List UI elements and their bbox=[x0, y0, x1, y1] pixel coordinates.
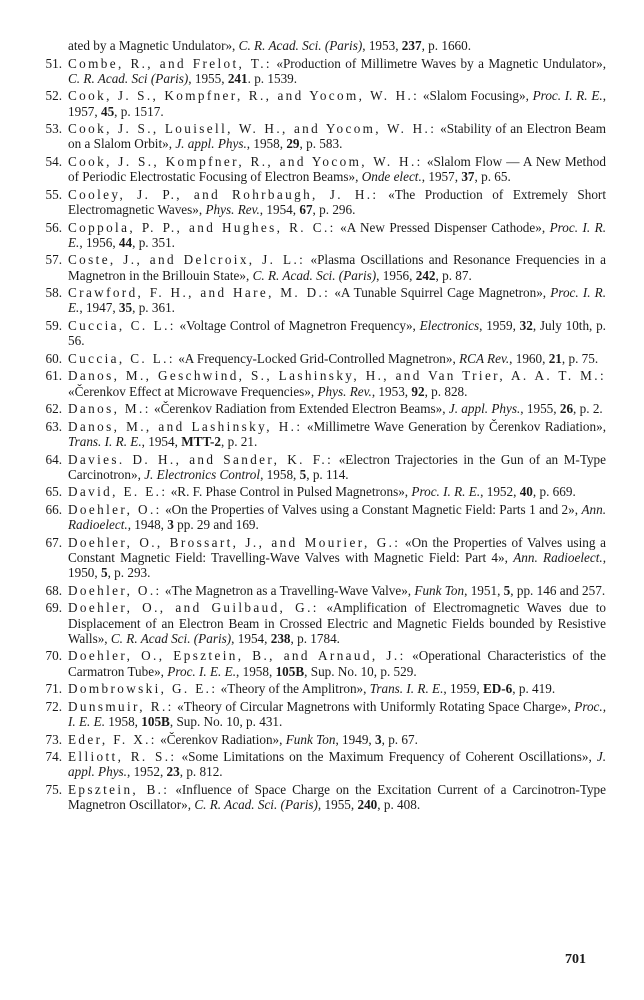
reference-item bbox=[28, 401, 606, 416]
reference-journal: J. appl. Phys. bbox=[68, 749, 607, 780]
reference-volume: 23 bbox=[166, 764, 180, 780]
reference-volume: 5 bbox=[299, 466, 307, 482]
reference-volume: 240 bbox=[357, 797, 378, 813]
reference-year: , 1958, bbox=[260, 466, 300, 482]
reference-year: , 1958, bbox=[236, 663, 276, 679]
reference-journal: Electronics bbox=[419, 317, 480, 333]
reference-number: 67. bbox=[45, 534, 62, 550]
page-number: 701 bbox=[565, 952, 586, 967]
reference-number: 70. bbox=[45, 648, 62, 664]
reference-item bbox=[28, 285, 606, 315]
reference-volume: 241 bbox=[227, 70, 248, 86]
reference-authors: Doehler, O., Epsztein, B., and Arnaud, J.: bbox=[68, 648, 406, 664]
reference-pages: , July 10th, p. 56. bbox=[68, 317, 606, 349]
reference-authors: David, E. E.: bbox=[68, 484, 168, 500]
reference-journal: C. R. Acad. Sci. (Paris) bbox=[194, 797, 318, 813]
reference-journal: Ann. Radioelect. bbox=[68, 501, 606, 533]
reference-volume: 45 bbox=[100, 103, 115, 119]
reference-title: «Slalom Focusing», bbox=[419, 88, 533, 104]
reference-title: «Millimetre Wave Generation by Čerenkov Radiation», bbox=[302, 418, 606, 434]
reference-pages: , Sup. No. 10, p. 431. bbox=[169, 713, 283, 729]
reference-year: 1958, bbox=[105, 713, 142, 729]
reference-number: 59. bbox=[45, 317, 62, 333]
reference-number: 55. bbox=[45, 186, 62, 202]
reference-item bbox=[28, 699, 606, 729]
reference-volume: 238 bbox=[270, 630, 291, 646]
reference-item bbox=[28, 220, 606, 250]
reference-volume: 67 bbox=[299, 201, 313, 217]
reference-journal: Phys. Rev. bbox=[205, 201, 260, 217]
reference-title: «Some Limitations on the Maximum Frequency of Coherent Oscillations», bbox=[176, 749, 597, 765]
reference-authors: Dunsmuir, R.: bbox=[68, 698, 174, 714]
reference-pages: , p. 408. bbox=[377, 797, 421, 813]
continuation-journal: C. R. Acad. Sci. (Paris) bbox=[238, 38, 363, 53]
reference-pages: , p. 828. bbox=[424, 383, 468, 399]
reference-year: , 1959, bbox=[479, 317, 520, 333]
reference-year: , 1955, bbox=[188, 70, 228, 86]
reference-authors: Cuccia, C. L.: bbox=[68, 350, 175, 366]
reference-authors: Elliott, R. S.: bbox=[68, 749, 177, 765]
reference-title: «A New Pressed Dispenser Cathode», bbox=[335, 219, 550, 235]
reference-pages: , p. 1784. bbox=[290, 630, 340, 646]
reference-item bbox=[28, 484, 606, 499]
reference-journal: C. R. Acad. Sci. (Paris) bbox=[252, 267, 377, 283]
reference-item bbox=[28, 535, 606, 581]
reference-title: «Theory of Circular Magnetrons with Uniformly Rotating Space Charge», bbox=[173, 698, 575, 714]
reference-journal: Phys. Rev. bbox=[317, 383, 372, 399]
reference-year: , 1957, bbox=[68, 88, 606, 119]
reference-journal: Trans. I. R. E. bbox=[68, 433, 142, 449]
reference-pages: , p. 669. bbox=[532, 484, 576, 500]
reference-number: 62. bbox=[45, 401, 62, 417]
reference-number: 74. bbox=[45, 749, 62, 765]
reference-item bbox=[28, 154, 606, 184]
reference-journal: Proc. I. E. E. bbox=[167, 663, 237, 679]
reference-authors: Crawford, F. H., and Hare, M. D.: bbox=[68, 285, 331, 301]
reference-authors: Danos, M.: bbox=[68, 401, 151, 417]
reference-continuation bbox=[28, 38, 606, 53]
reference-item bbox=[28, 749, 606, 779]
reference-volume: 5 bbox=[503, 582, 511, 598]
reference-journal: Onde elect. bbox=[361, 169, 422, 185]
reference-year: , 1958, bbox=[246, 136, 287, 152]
reference-year: , 1947, bbox=[79, 300, 119, 316]
reference-authors: Coste, J., and Delcroix, J. L.: bbox=[68, 252, 306, 268]
reference-item bbox=[28, 121, 606, 151]
reference-number: 75. bbox=[45, 781, 62, 797]
reference-title: «Production of Millimetre Waves by a Magnetic Undulator», bbox=[271, 55, 606, 71]
reference-number: 61. bbox=[45, 368, 62, 384]
reference-authors: Doehler, O.: bbox=[68, 501, 162, 517]
reference-item bbox=[28, 648, 606, 678]
reference-title: «Electron Trajectories in the Gun of an M-Type Carcinotron», bbox=[68, 451, 606, 482]
reference-authors: Epsztein, B.: bbox=[68, 781, 170, 797]
reference-journal: Funk Ton bbox=[414, 582, 465, 598]
reference-title: «Čerenkov Effect at Microwave Frequencies», bbox=[68, 383, 318, 399]
reference-volume: 44 bbox=[118, 234, 133, 250]
reference-number: 72. bbox=[45, 698, 62, 714]
reference-number: 60. bbox=[45, 350, 62, 366]
reference-year: , 1951, bbox=[464, 582, 504, 598]
reference-pages: , p. 21. bbox=[221, 433, 258, 449]
reference-year: , 1959, bbox=[443, 681, 483, 697]
continuation-tail: , p. 1660. bbox=[421, 38, 472, 53]
reference-title: «A Tunable Squirrel Cage Magnetron», bbox=[330, 285, 551, 301]
reference-authors: Dombrowski, G. E.: bbox=[68, 681, 218, 697]
reference-year: , 1949, bbox=[335, 731, 376, 747]
reference-number: 66. bbox=[45, 501, 62, 517]
reference-number: 63. bbox=[45, 418, 62, 434]
reference-journal: Proc. I. R. E. bbox=[68, 219, 607, 250]
reference-volume: 40 bbox=[519, 484, 533, 500]
reference-number: 58. bbox=[45, 285, 62, 301]
reference-number: 73. bbox=[45, 731, 62, 747]
reference-pages: pp. 29 and 169. bbox=[173, 517, 259, 533]
reference-volume: 3 bbox=[375, 731, 382, 747]
reference-number: 64. bbox=[45, 451, 62, 467]
reference-title: «Slalom Flow — A New Method of Periodic Electrostatic Focusing of Electron Beams», bbox=[68, 153, 606, 185]
reference-title: «Influence of Space Charge on the Excitation Current of a Carcinotron-Type Magnetron Oscillator», bbox=[68, 781, 607, 813]
continuation-volume: 237 bbox=[401, 38, 422, 53]
reference-authors: Davies. D. H., and Sander, K. F.: bbox=[68, 451, 334, 467]
reference-journal: Proc., I. E. E. bbox=[68, 698, 607, 729]
reference-list bbox=[28, 38, 606, 812]
reference-volume: 242 bbox=[415, 267, 436, 283]
reference-pages: , p. 2. bbox=[573, 401, 603, 417]
reference-title: «Stability of an Electron Beam on a Slalom Orbit», bbox=[68, 121, 606, 152]
reference-item bbox=[28, 452, 606, 482]
reference-pages: , p. 419. bbox=[512, 681, 556, 697]
reference-authors: Cook, J. S., Kompfner, R., and Yocom, W. H.: bbox=[68, 153, 423, 169]
reference-number: 53. bbox=[45, 121, 62, 137]
reference-journal: C. R. Acad Sci. (Paris) bbox=[110, 630, 232, 646]
reference-title: «On the Properties of Valves using a Constant Magnetic Field: Parts 1 and 2», bbox=[161, 501, 582, 517]
reference-authors: Cuccia, C. L.: bbox=[68, 317, 176, 333]
reference-journal: RCA Rev. bbox=[459, 350, 510, 366]
reference-volume: 26 bbox=[559, 401, 574, 417]
reference-volume: 35 bbox=[118, 300, 133, 316]
reference-title: «Theory of the Amplitron», bbox=[217, 681, 370, 697]
reference-pages: . p. 1539. bbox=[247, 70, 298, 86]
reference-year: , 1954, bbox=[141, 433, 182, 449]
reference-item bbox=[28, 600, 606, 646]
reference-pages: , p. 65. bbox=[474, 169, 511, 185]
reference-item bbox=[28, 351, 606, 366]
continuation-year: , 1953, bbox=[362, 38, 402, 53]
reference-title: «Operational Characteristics of the Carmatron Tube», bbox=[68, 648, 607, 679]
reference-volume: 92 bbox=[411, 383, 425, 399]
reference-year: , 1955, bbox=[317, 797, 358, 813]
reference-number: 68. bbox=[45, 582, 62, 598]
reference-journal: C. R. Acad. Sci (Paris) bbox=[68, 70, 189, 86]
reference-volume: 21 bbox=[548, 350, 562, 366]
reference-year: , 1957, bbox=[421, 169, 462, 185]
reference-year: , 1955, bbox=[520, 401, 560, 417]
reference-title: «Čerenkov Radiation», bbox=[156, 731, 286, 747]
reference-title: «Plasma Oscillations and Resonance Frequencies in a Magnetron in the Brillouin State», bbox=[68, 252, 606, 283]
reference-pages: , p. 296. bbox=[312, 201, 356, 217]
reference-year: , 1960, bbox=[509, 350, 549, 366]
reference-journal: J. Electronics Control bbox=[144, 466, 261, 482]
reference-journal: Ann. Radioelect. bbox=[513, 549, 603, 565]
reference-pages: , Sup. No. 10, p. 529. bbox=[304, 663, 417, 679]
reference-authors: Cook, J. S., Louisell, W. H., and Yocom, W. H.: bbox=[68, 121, 437, 137]
reference-authors: Doehler, O., Brossart, J., and Mourier, G.: bbox=[68, 534, 401, 550]
reference-year: , 1956, bbox=[376, 267, 416, 283]
reference-item bbox=[28, 56, 606, 86]
reference-authors: Eder, F. X.: bbox=[68, 731, 157, 747]
reference-authors: Danos, M., Geschwind, S., Lashinsky, H., and Van Trier, A. A. T. M.: bbox=[68, 368, 606, 384]
reference-number: 69. bbox=[45, 600, 62, 616]
reference-volume: 29 bbox=[286, 136, 300, 152]
reference-title: «Amplification of Electromagnetic Waves due to Displacement of an Electron Beam in Crossed Electric and Magnetic Fields bounded by Resistive Walls», bbox=[68, 600, 606, 646]
reference-volume: ED-6 bbox=[482, 681, 513, 697]
reference-number: 56. bbox=[45, 219, 62, 235]
reference-pages: , p. 812. bbox=[179, 764, 223, 780]
reference-journal: Trans. I. R. E. bbox=[369, 681, 444, 697]
reference-authors: Cook, J. S., Kompfner, R., and Yocom, W. H.: bbox=[68, 88, 420, 104]
reference-number: 71. bbox=[45, 681, 62, 697]
reference-authors: Doehler, O.: bbox=[68, 582, 162, 598]
reference-item bbox=[28, 419, 606, 449]
reference-pages: , p. 1517. bbox=[114, 103, 164, 119]
reference-volume: 5 bbox=[100, 565, 108, 581]
reference-title: «A Frequency-Locked Grid-Controlled Magnetron», bbox=[174, 350, 460, 366]
reference-number: 54. bbox=[45, 153, 62, 169]
reference-volume: 32 bbox=[519, 317, 533, 333]
reference-year: , 1950, bbox=[68, 549, 607, 581]
reference-item bbox=[28, 368, 606, 398]
reference-authors: Cooley, J. P., and Rohrbaugh, J. H.: bbox=[68, 186, 379, 202]
reference-year: , 1952, bbox=[480, 484, 520, 500]
reference-journal: Funk Ton bbox=[285, 731, 336, 747]
reference-number: 51. bbox=[45, 55, 62, 71]
reference-pages: , p. 351. bbox=[132, 234, 175, 250]
reference-pages: , p. 361. bbox=[132, 300, 175, 316]
reference-volume: 105B bbox=[141, 713, 170, 729]
reference-title: «R. F. Phase Control in Pulsed Magnetrons», bbox=[167, 484, 412, 500]
reference-year: , 1956, bbox=[79, 234, 119, 250]
reference-year: , 1954, bbox=[259, 201, 300, 217]
reference-number: 57. bbox=[45, 252, 62, 268]
reference-authors: Combe, R., and Frelot, T.: bbox=[68, 55, 272, 71]
reference-item bbox=[28, 681, 606, 696]
reference-title: «On the Properties of Valves using a Constant Magnetic Field: Travelling-Wave Valves with Magnetic Field: Part 4», bbox=[68, 534, 606, 565]
reference-journal: J. appl. Phys. bbox=[448, 401, 521, 417]
reference-item bbox=[28, 583, 606, 598]
reference-volume: 37 bbox=[461, 169, 475, 185]
reference-authors: Danos, M., and Lashinsky, H.: bbox=[68, 418, 303, 434]
reference-pages: , p. 67. bbox=[381, 731, 418, 747]
reference-pages: , p. 75. bbox=[561, 350, 599, 366]
reference-pages: , p. 87. bbox=[435, 267, 472, 283]
reference-item bbox=[28, 187, 606, 217]
continuation-text: ated by a Magnetic Undulator», bbox=[68, 38, 239, 53]
reference-volume: MTT-2 bbox=[181, 433, 222, 449]
reference-journal: Proc. I. R. E. bbox=[411, 484, 481, 500]
reference-title: «Čerenkov Radiation from Extended Electron Beams», bbox=[150, 401, 449, 417]
reference-item bbox=[28, 252, 606, 282]
reference-title: «The Magnetron as a Travelling-Wave Valve», bbox=[161, 582, 415, 598]
reference-authors: Coppola, P. P., and Hughes, R. C.: bbox=[68, 219, 336, 235]
reference-year: , 1948, bbox=[127, 517, 168, 533]
reference-item bbox=[28, 782, 606, 812]
reference-journal: J. appl. Phys. bbox=[175, 136, 247, 152]
reference-pages: , p. 114. bbox=[306, 466, 349, 482]
reference-item bbox=[28, 88, 606, 118]
reference-volume: 3 bbox=[167, 517, 174, 533]
reference-pages: , pp. 146 and 257. bbox=[510, 582, 606, 598]
reference-number: 65. bbox=[45, 484, 62, 500]
reference-title: «Voltage Control of Magnetron Frequency», bbox=[175, 317, 420, 333]
reference-item bbox=[28, 318, 606, 348]
reference-pages: , p. 293. bbox=[107, 565, 151, 581]
reference-number: 52. bbox=[45, 88, 62, 104]
reference-authors: Doehler, O., and Guilbaud, G.: bbox=[68, 600, 319, 616]
reference-year: , 1953, bbox=[371, 383, 412, 399]
reference-journal: Proc. I. R. E. bbox=[532, 88, 603, 104]
reference-volume: 105B bbox=[275, 663, 305, 679]
reference-journal: Proc. I. R. E. bbox=[68, 285, 607, 316]
reference-item bbox=[28, 732, 606, 747]
reference-year: , 1952, bbox=[126, 764, 167, 780]
reference-year: , 1954, bbox=[231, 630, 271, 646]
reference-item bbox=[28, 502, 606, 532]
reference-title: «The Production of Extremely Short Electromagnetic Waves», bbox=[68, 186, 606, 217]
reference-pages: , p. 583. bbox=[299, 136, 343, 152]
